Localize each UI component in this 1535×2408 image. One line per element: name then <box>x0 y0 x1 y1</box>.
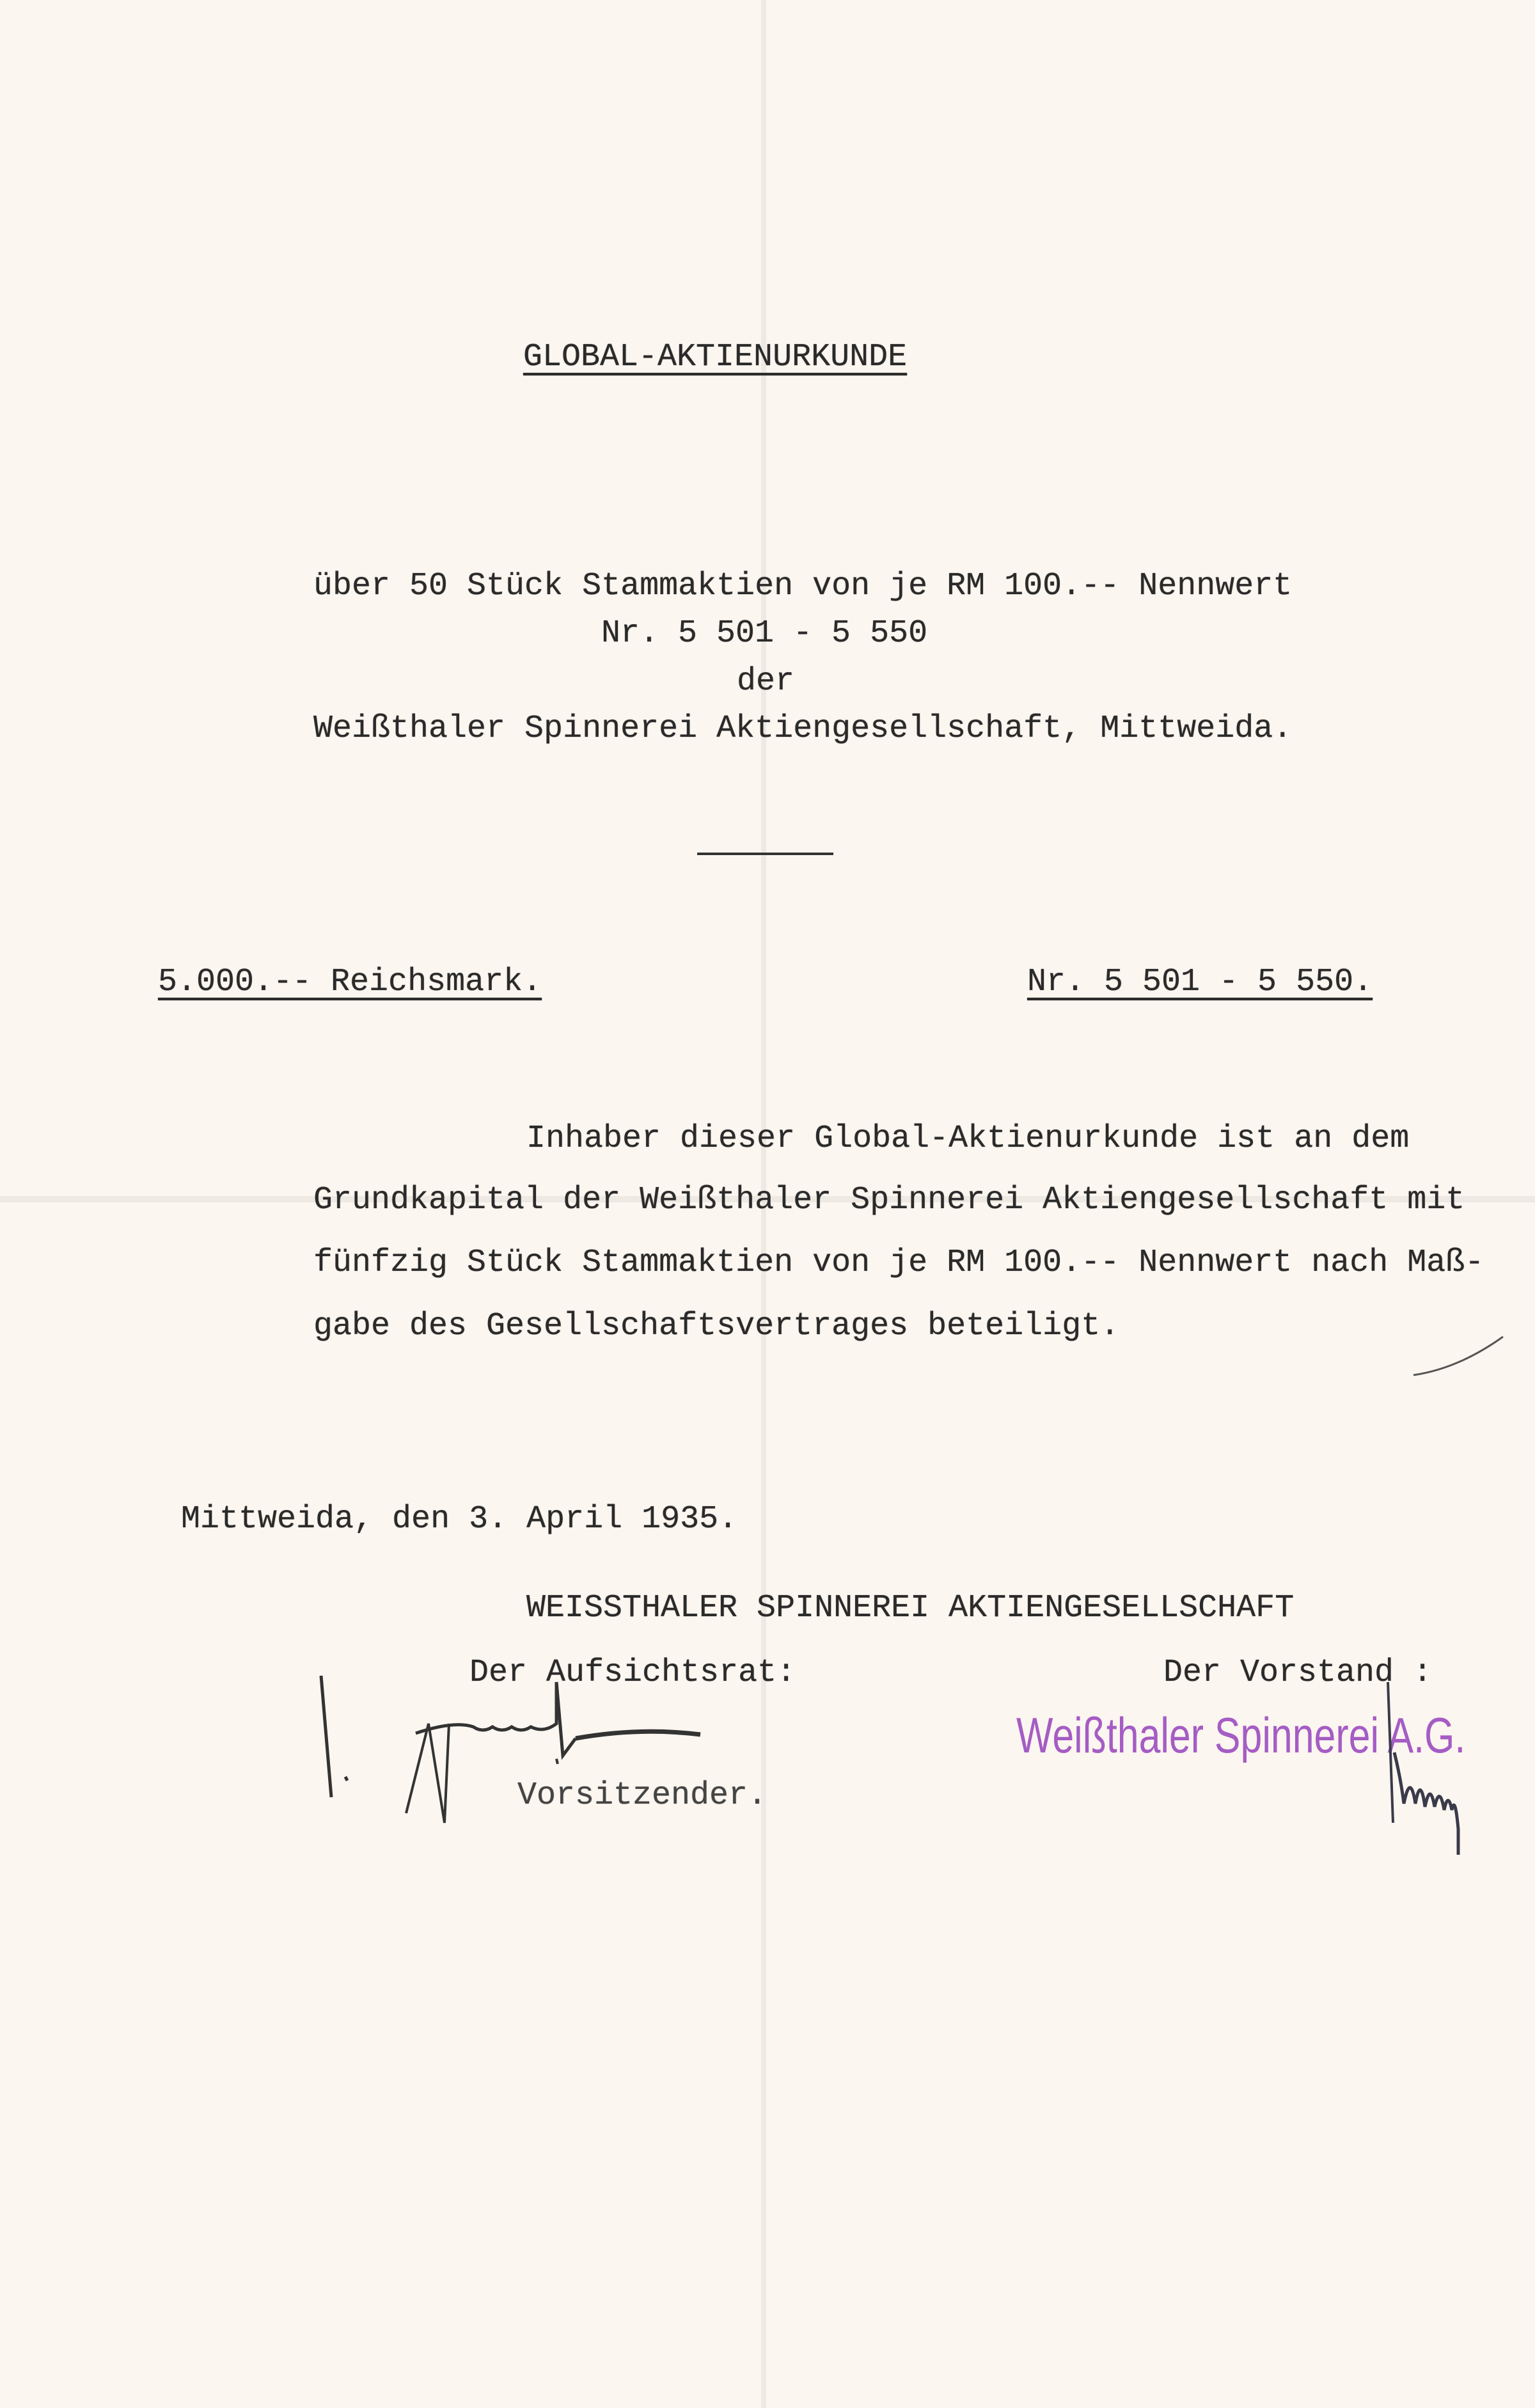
document-title: GLOBAL-AKTIENURKUNDE <box>523 339 908 375</box>
separator-rule <box>697 853 833 855</box>
amount: 5.000.-- Reichsmark. <box>158 964 542 1000</box>
chairman-label: Vorsitzender. <box>517 1777 767 1814</box>
body-line: fünfzig Stück Stammaktien von je RM 100.-- Nennwert nach Maß- <box>313 1245 1484 1281</box>
board-label: Der Vorstand : <box>1163 1655 1433 1691</box>
intro-line: Nr. 5 501 - 5 550 <box>601 615 928 652</box>
body-line: Inhaber dieser Global-Aktienurkunde ist an dem <box>526 1121 1410 1157</box>
supervisory-board-label: Der Aufsichtsrat: <box>469 1655 796 1691</box>
place-date: Mittweida, den 3. April 1935. <box>181 1501 738 1538</box>
board-signature <box>1382 1676 1509 1868</box>
company-stamp: Weißthaler Spinnerei A.G. <box>1016 1707 1466 1763</box>
number-range: Nr. 5 501 - 5 550. <box>1027 964 1373 1000</box>
body-line: Grundkapital der Weißthaler Spinnerei Aktiengesellschaft mit <box>313 1182 1465 1218</box>
body-line: gabe des Gesellschaftsvertrages beteiligt. <box>313 1308 1120 1344</box>
intro-line: Weißthaler Spinnerei Aktiengesellschaft, Mittweida. <box>313 711 1293 747</box>
chairman-signature <box>307 1663 883 1855</box>
intro-line: der <box>737 663 795 700</box>
intro-line: über 50 Stück Stammaktien von je RM 100.-- Nennwert <box>313 568 1293 604</box>
pen-mark <box>1407 1330 1509 1381</box>
company-name: WEISSTHALER SPINNEREI AKTIENGESELLSCHAFT <box>526 1590 1295 1626</box>
